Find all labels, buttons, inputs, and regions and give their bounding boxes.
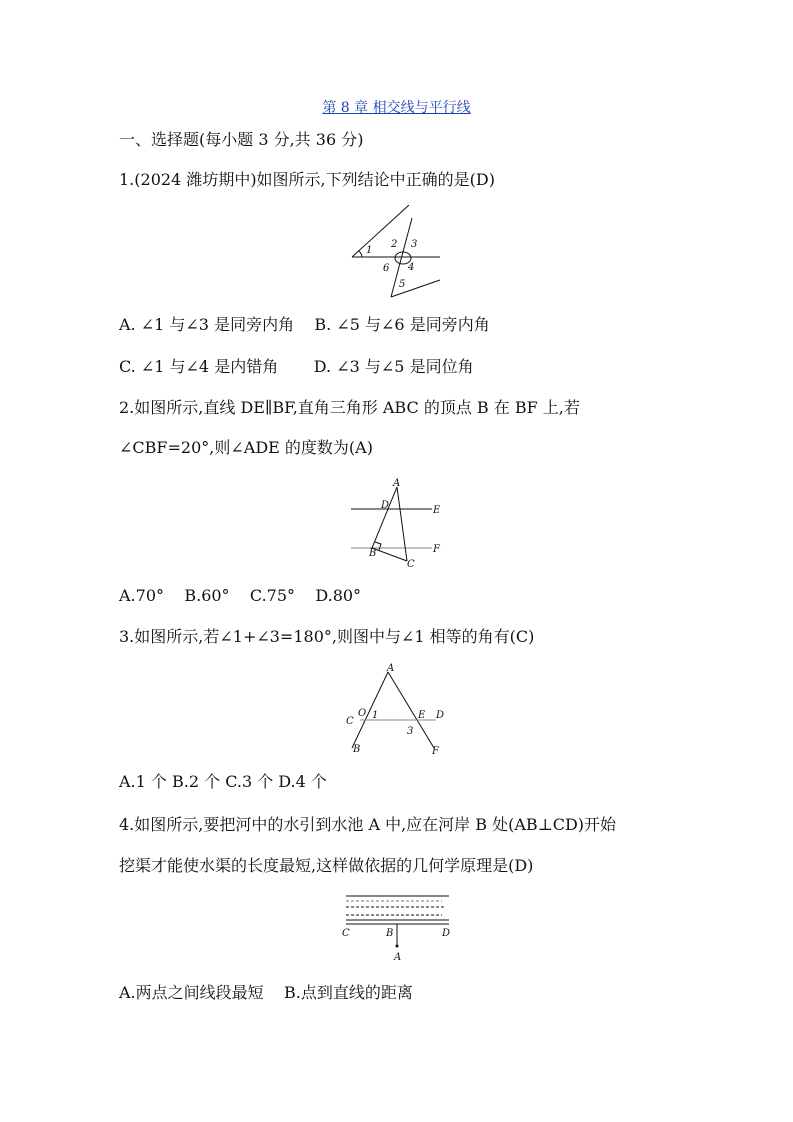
q4-label-d: D	[442, 928, 451, 939]
q4-stem-line1: 4.如图所示,要把河中的水引到水池 A 中,应在河岸 B 处(AB⊥CD)开始	[119, 815, 617, 834]
q3-label-3: 3	[407, 726, 414, 737]
q1-angle1-arc	[359, 251, 362, 257]
q1-options-cd: C. ∠1 与∠4 是内错角 D. ∠3 与∠5 是同位角	[119, 357, 474, 376]
q3-options: A.1 个 B.2 个 C.3 个 D.4 个	[119, 772, 327, 791]
q3-label-e: E	[418, 710, 426, 721]
q4-figure	[340, 890, 460, 965]
q2-stem-line1: 2.如图所示,直线 DE∥BF,直角三角形 ABC 的顶点 B 在 BF 上,若	[119, 398, 580, 417]
q2-label-e: E	[433, 505, 441, 516]
q2-label-b: B	[369, 548, 377, 559]
q1-label-1: 1	[366, 245, 373, 256]
q2-stem-line2: ∠CBF=20°,则∠ADE 的度数为(A)	[119, 438, 373, 457]
q2-options: A.70° B.60° C.75° D.80°	[119, 586, 362, 605]
q1-label-2: 2	[391, 239, 398, 250]
section-heading: 一、选择题(每小题 3 分,共 36 分)	[119, 130, 364, 149]
q4-stem-line2: 挖渠才能使水渠的长度最短,这样做依据的几何学原理是(D)	[119, 856, 534, 875]
q2-label-d: D	[381, 500, 390, 511]
q3-label-d: D	[436, 710, 445, 721]
q3-label-f: F	[432, 746, 439, 757]
q2-side-ac	[397, 487, 407, 561]
q1-label-3: 3	[411, 239, 418, 250]
q1-transversal-upper	[352, 205, 409, 257]
q4-point-a	[396, 945, 399, 948]
q4-label-a: A	[394, 952, 402, 963]
q4-label-b: B	[386, 928, 394, 939]
q2-label-c: C	[407, 559, 415, 570]
q1-label-5: 5	[399, 279, 406, 290]
q4-options: A.两点之间线段最短 B.点到直线的距离	[119, 983, 413, 1002]
q3-label-c: C	[346, 716, 354, 727]
q3-stem: 3.如图所示,若∠1+∠3=180°,则图中与∠1 相等的角有(C)	[119, 627, 535, 646]
q2-side-ab	[372, 487, 397, 548]
q1-label-4: 4	[408, 262, 415, 273]
q3-label-a: A	[387, 663, 395, 674]
q3-label-b: B	[353, 744, 361, 755]
q1-stem: 1.(2024 潍坊期中)如图所示,下列结论中正确的是(D)	[119, 170, 495, 189]
q2-figure	[345, 475, 455, 575]
q1-options-ab: A. ∠1 与∠3 是同旁内角 B. ∠5 与∠6 是同旁内角	[119, 315, 490, 334]
q3-label-o: O	[358, 708, 367, 719]
q2-label-a: A	[393, 478, 401, 489]
q3-figure	[340, 660, 460, 760]
q2-side-bc	[372, 548, 407, 561]
chapter-title[interactable]: 第 8 章 相交线与平行线	[322, 100, 471, 116]
q1-label-6: 6	[383, 263, 390, 274]
q3-label-1: 1	[372, 710, 379, 721]
q4-label-c: C	[342, 928, 350, 939]
q1-figure	[340, 200, 450, 300]
q2-label-f: F	[433, 544, 440, 555]
